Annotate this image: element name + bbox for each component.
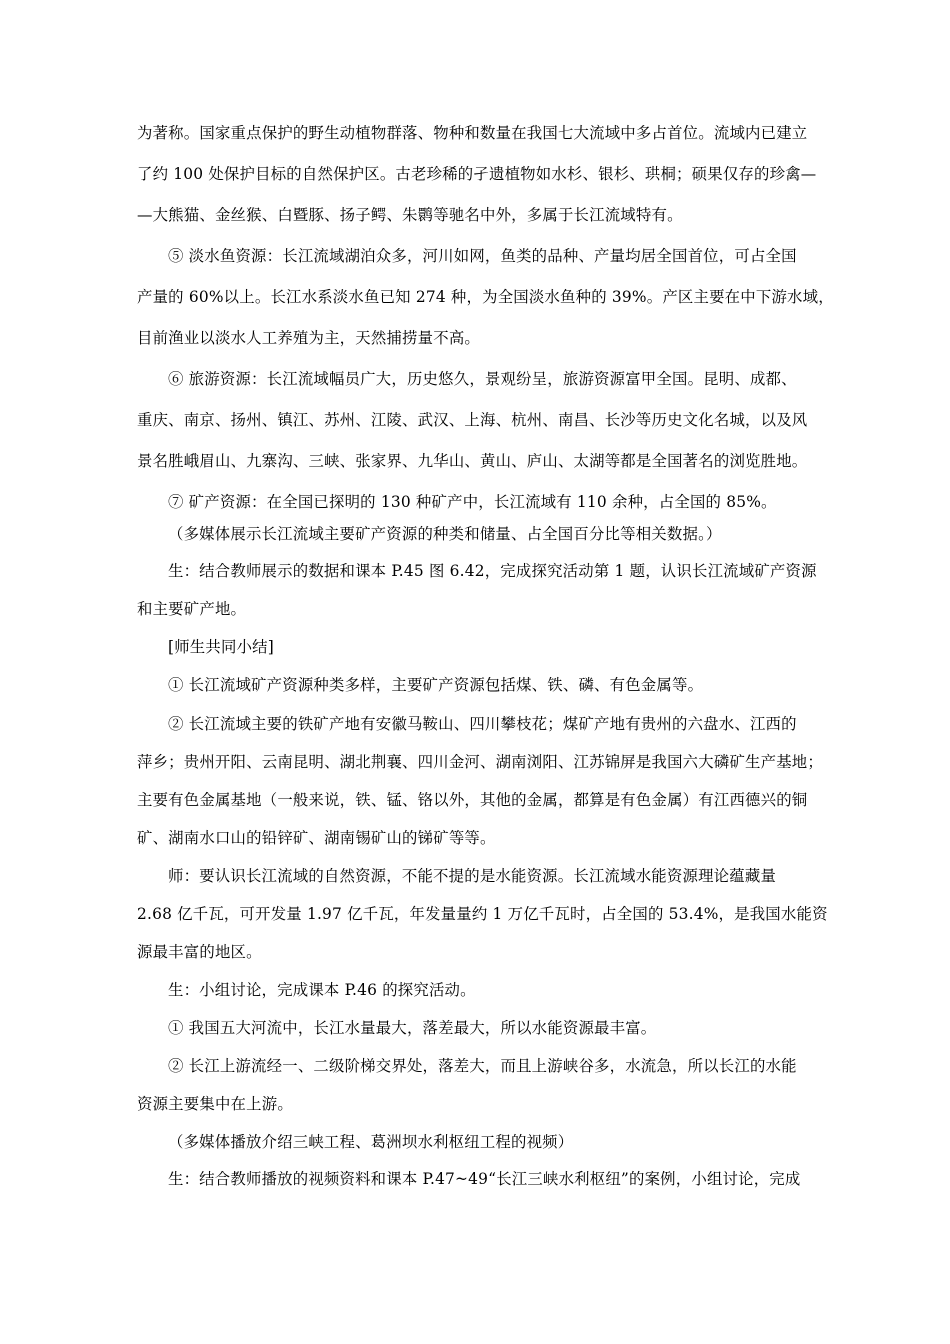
- paragraph-line: （多媒体播放介绍三峡工程、葛洲坝水利枢纽工程的视频）: [168, 1133, 574, 1151]
- paragraph-line: 矿、湖南水口山的铅锌矿、湖南锡矿山的锑矿等等。: [137, 829, 496, 847]
- paragraph-line: 目前渔业以淡水人工养殖为主，天然捕捞量不高。: [137, 329, 480, 347]
- paragraph-line: [师生共同小结]: [168, 638, 274, 656]
- paragraph-line: 师：要认识长江流域的自然资源，不能不提的是水能资源。长江流域水能资源理论蕴藏量: [168, 867, 777, 885]
- paragraph-line: 景名胜峨眉山、九寨沟、三峡、张家界、九华山、黄山、庐山、太湖等都是全国著名的浏览胜地。: [137, 452, 808, 470]
- paragraph-line: 为著称。国家重点保护的野生动植物群落、物种和数量在我国七大流域中多占首位。流域内已建立: [137, 124, 808, 142]
- paragraph-line: 资源主要集中在上游。: [137, 1095, 293, 1113]
- paragraph-line: 和主要矿产地。: [137, 600, 247, 618]
- paragraph-line: 生：结合教师播放的视频资料和课本 P.47~49“长江三峡水利枢纽”的案例，小组讨论，完成: [168, 1170, 801, 1188]
- paragraph-line: 了约 100 处保护目标的自然保护区。古老珍稀的孑遗植物如水杉、银杉、珙桐；硕果仅存的珍禽—: [137, 165, 817, 183]
- paragraph-line: —大熊猫、金丝猴、白暨豚、扬子鳄、朱鹮等驰名中外，多属于长江流域特有。: [137, 206, 683, 224]
- paragraph-line: 主要有色金属基地（一般来说，铁、锰、铬以外，其他的金属，都算是有色金属）有江西德兴的铜: [137, 791, 808, 809]
- paragraph-line: ② 长江上游流经一、二级阶梯交界处，落差大，而且上游峡谷多，水流急，所以长江的水能: [168, 1057, 797, 1075]
- paragraph-line: ⑦ 矿产资源：在全国已探明的 130 种矿产中，长江流域有 110 余种，占全国的 85%。: [168, 493, 777, 511]
- paragraph-line: 源最丰富的地区。: [137, 943, 262, 961]
- paragraph-line: 生：小组讨论，完成课本 P.46 的探究活动。: [168, 981, 476, 999]
- paragraph-line: 重庆、南京、扬州、镇江、苏州、江陵、武汉、上海、杭州、南昌、长沙等历史文化名城，以及风: [137, 411, 808, 429]
- paragraph-line: 萍乡；贵州开阳、云南昆明、湖北荆襄、四川金河、湖南浏阳、江苏锦屏是我国六大磷矿生产基地；: [137, 753, 823, 771]
- paragraph-line: ② 长江流域主要的铁矿产地有安徽马鞍山、四川攀枝花；煤矿产地有贵州的六盘水、江西的: [168, 715, 797, 733]
- paragraph-line: （多媒体展示长江流域主要矿产资源的种类和储量、占全国百分比等相关数据。）: [168, 525, 722, 543]
- paragraph-line: ⑤ 淡水鱼资源：长江流域湖泊众多，河川如网，鱼类的品种、产量均居全国首位，可占全国: [168, 247, 797, 265]
- paragraph-line: ① 我国五大河流中，长江水量最大，落差最大，所以水能资源最丰富。: [168, 1019, 657, 1037]
- paragraph-line: ⑥ 旅游资源：长江流域幅员广大，历史悠久，景观纷呈，旅游资源富甲全国。昆明、成都、: [168, 370, 797, 388]
- paragraph-line: 生：结合教师展示的数据和课本 P.45 图 6.42，完成探究活动第 1 题，认识长江流域矿产资源: [168, 562, 817, 580]
- paragraph-line: ① 长江流域矿产资源种类多样，主要矿产资源包括煤、铁、磷、有色金属等。: [168, 676, 704, 694]
- paragraph-line: 产量的 60%以上。长江水系淡水鱼已知 274 种，为全国淡水鱼种的 39%。产区主要在中下游水域，: [137, 288, 834, 306]
- paragraph-line: 2.68 亿千瓦，可开发量 1.97 亿千瓦，年发量量约 1 万亿千瓦时，占全国的 53.4%，是我国水能资: [137, 905, 828, 923]
